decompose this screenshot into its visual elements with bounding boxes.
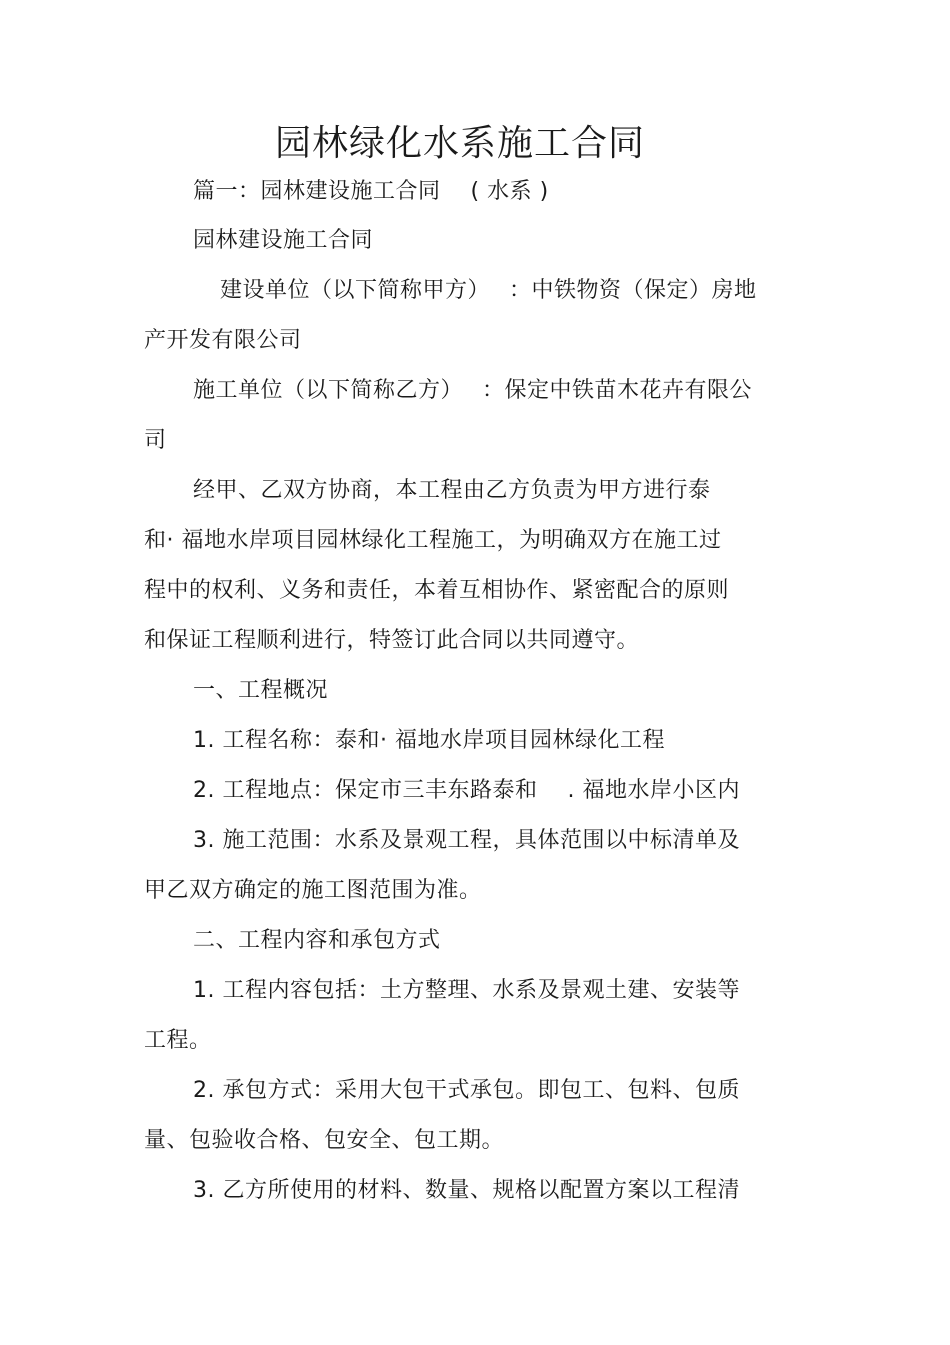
document-title: 园林绿化水系施工合同	[274, 123, 645, 164]
contract-method-line-1: 2. 承包方式：采用大包干式承包。即包工、包料、包质	[193, 1078, 740, 1103]
contract-method-line-2: 量、包验收合格、包安全、包工期。	[144, 1128, 505, 1153]
party-a-line-1: 建设单位（以下简称甲方） ：中铁物资（保定）房地	[220, 278, 757, 303]
materials-line-1: 3. 乙方所使用的材料、数量、规格以配置方案以工程清	[193, 1178, 740, 1203]
content-line-2: 工程。	[144, 1028, 212, 1053]
intro-line-2: 和· 福地水岸项目园林绿化工程施工，为明确双方在施工过	[144, 528, 722, 553]
party-a-line-2: 产开发有限公司	[144, 328, 302, 353]
contract-subtitle: 园林建设施工合同	[193, 228, 374, 253]
content-line-1: 1. 工程内容包括：土方整理、水系及景观土建、安装等	[193, 978, 740, 1003]
scope-line-2: 甲乙双方确定的施工图范围为准。	[144, 878, 482, 903]
intro-line-4: 和保证工程顺利进行，特签订此合同以共同遵守。	[144, 628, 640, 653]
party-b-line-2: 司	[144, 428, 167, 453]
project-location-line: 2. 工程地点：保定市三丰东路泰和 . 福地水岸小区内	[193, 778, 740, 803]
section-heading-overview: 一、工程概况	[193, 678, 329, 703]
section-heading-1: 篇一：园林建设施工合同 ( 水系 )	[193, 179, 549, 204]
intro-line-1: 经甲、乙双方协商，本工程由乙方负责为甲方进行泰	[193, 478, 711, 503]
party-b-line-1: 施工单位（以下简称乙方） ：保定中铁苗木花卉有限公	[193, 378, 752, 403]
project-name-line: 1. 工程名称：泰和· 福地水岸项目园林绿化工程	[193, 728, 665, 753]
section-heading-content: 二、工程内容和承包方式	[193, 928, 441, 953]
intro-line-3: 程中的权利、义务和责任，本着互相协作、紧密配合的原则	[144, 578, 730, 603]
scope-line-1: 3. 施工范围：水系及景观工程，具体范围以中标清单及	[193, 828, 740, 853]
